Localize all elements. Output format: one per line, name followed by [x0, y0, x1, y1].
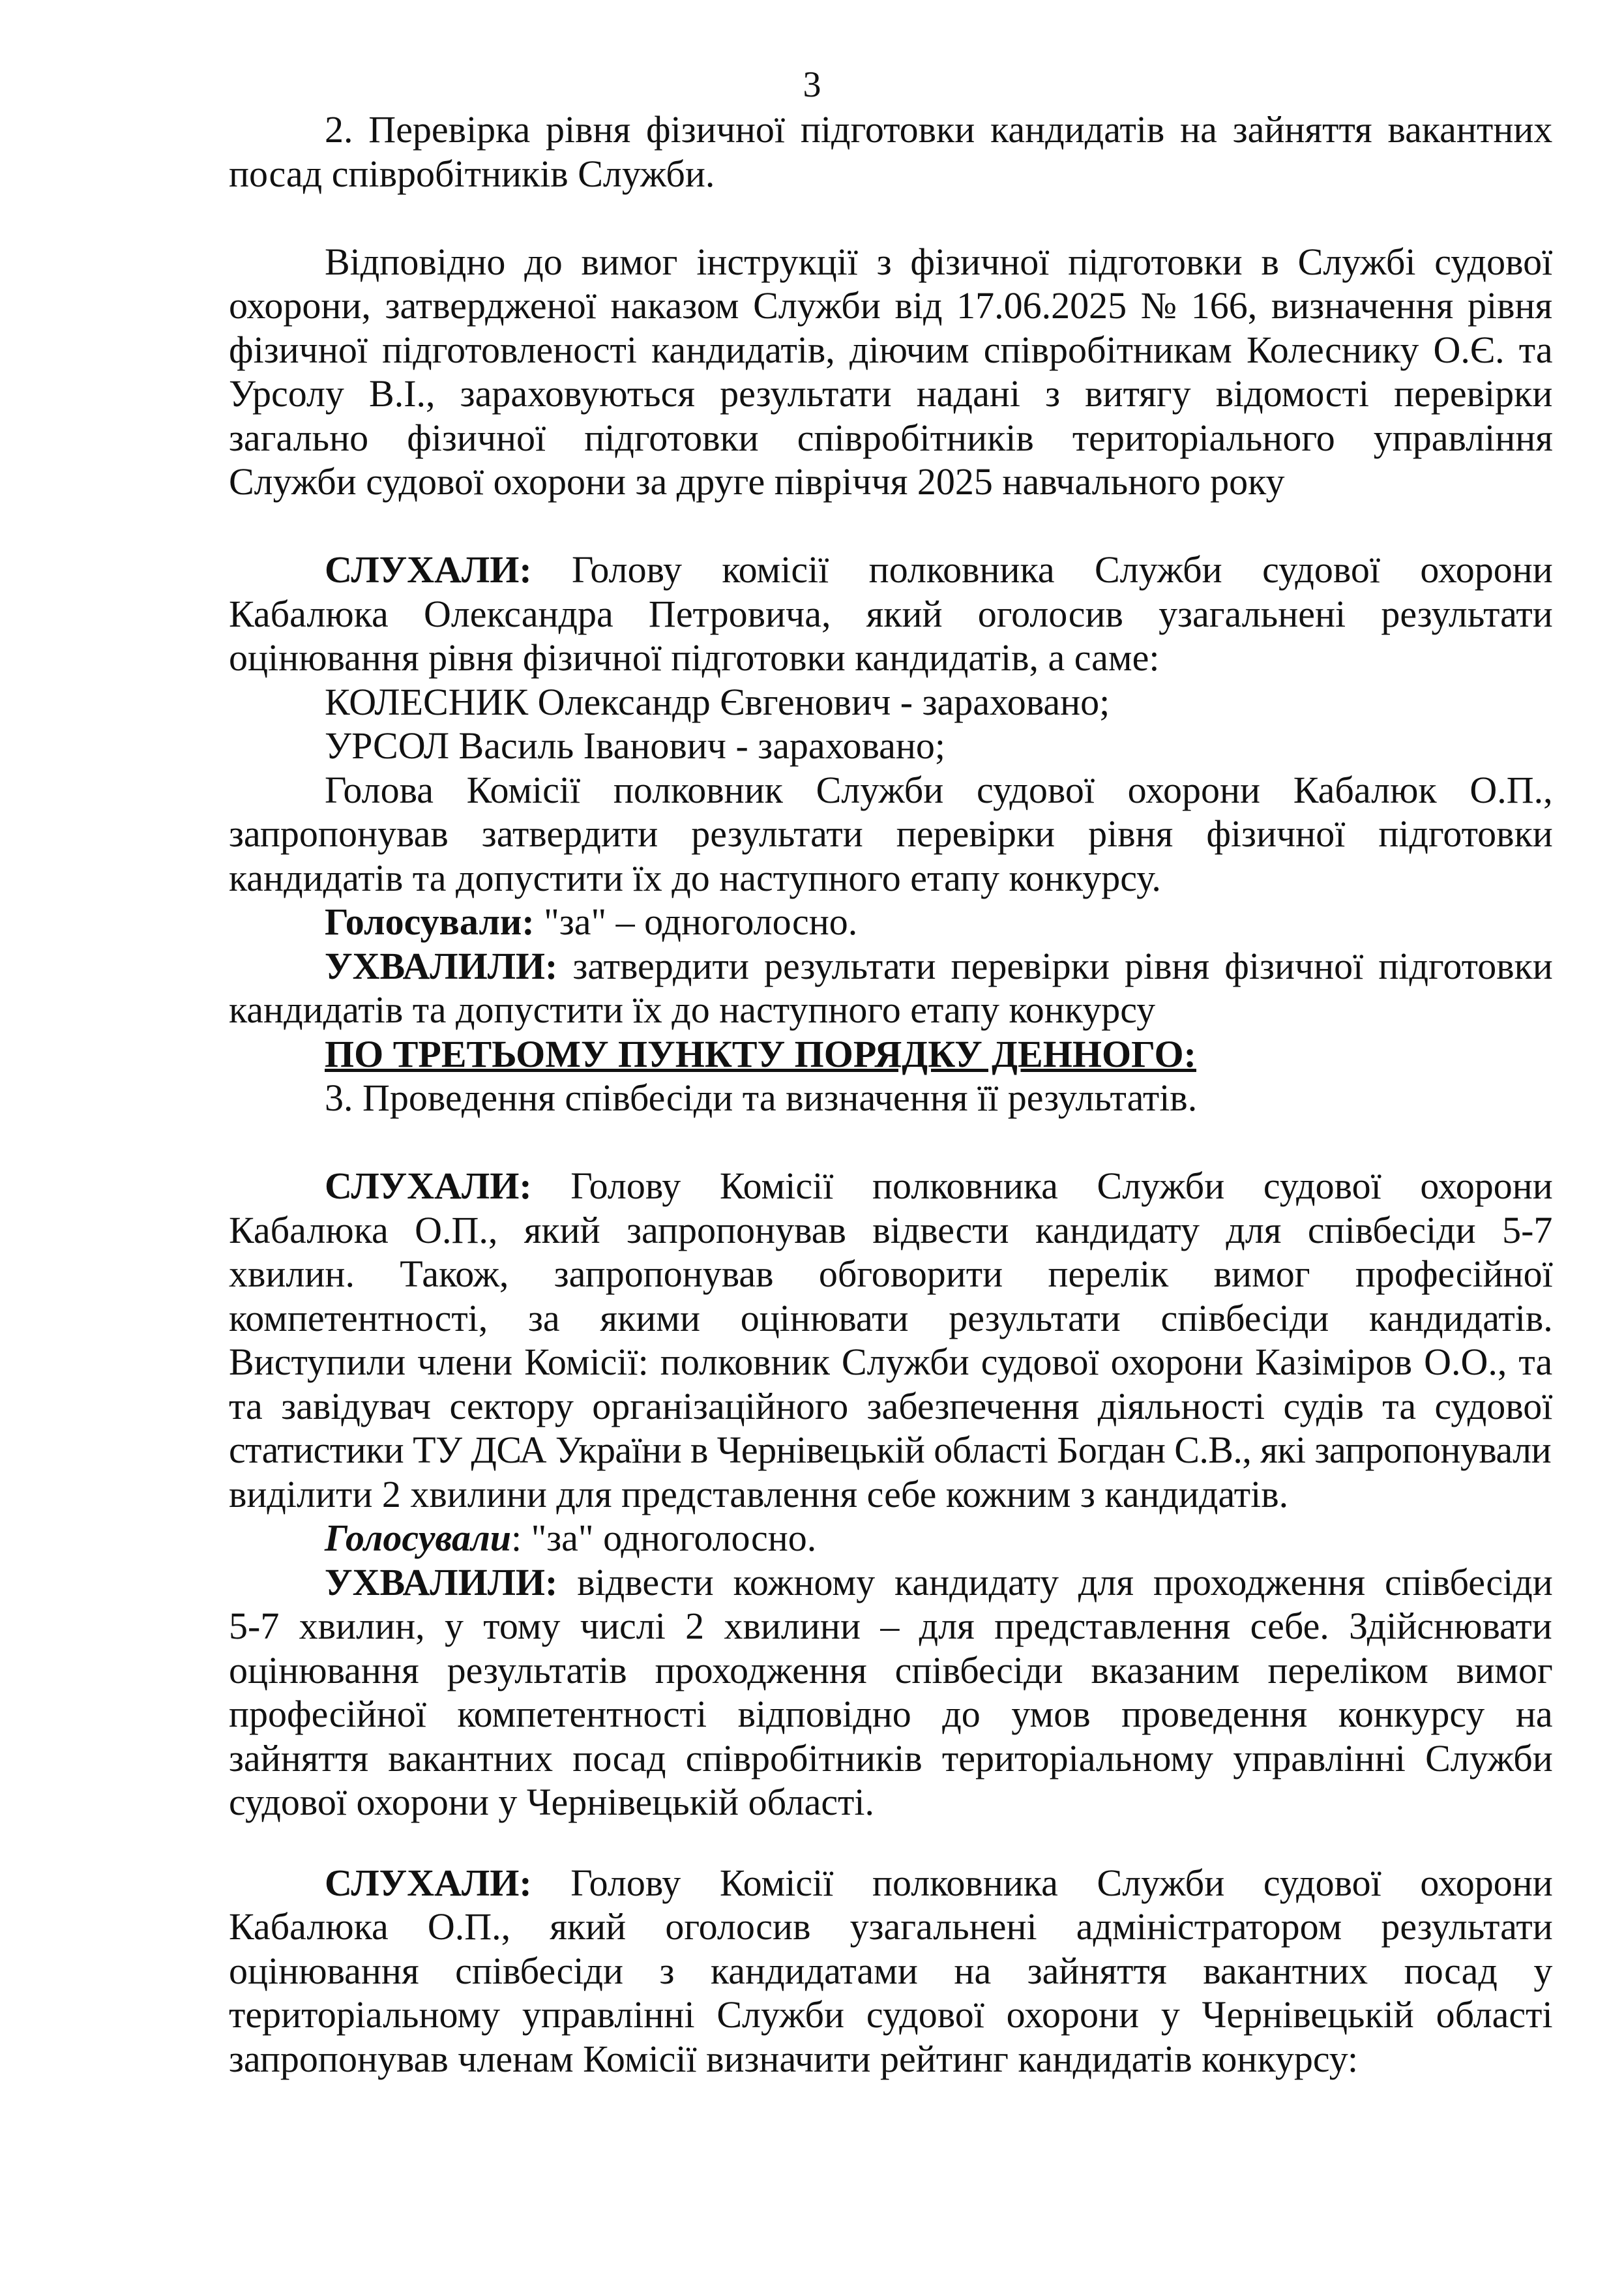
line-text: відвести кожному кандидату для проходження співбесіди — [557, 1560, 1553, 1603]
line-text: Відповідно до вимог інструкції з фізичної підготовки в Службі судової — [325, 240, 1553, 283]
line-content — [229, 1208, 1552, 1253]
text-line — [229, 152, 1554, 196]
line-text: КОЛЕСНИК Олександр Євгенович - зараховано; — [325, 680, 1110, 723]
line-content — [229, 1428, 1551, 1472]
bold-label: СЛУХАЛИ: — [325, 1165, 532, 1207]
text-line — [229, 1252, 1554, 1296]
line-content — [229, 1252, 1553, 1296]
text-line — [229, 944, 1554, 989]
blank-line — [229, 196, 1554, 240]
line-content — [229, 1949, 1552, 1993]
section-heading: ПО ТРЕТЬОМУ ПУНКТУ ПОРЯДКУ ДЕННОГО: — [325, 1032, 1196, 1075]
line-content — [229, 988, 1155, 1032]
line-text: виділити 2 хвилини для представлення себе кожним з кандидатів. — [229, 1472, 1289, 1515]
text-line — [229, 548, 1554, 592]
bold-label: СЛУХАЛИ: — [325, 548, 532, 591]
bold-label: Голосували — [325, 1517, 511, 1559]
text-line — [229, 1692, 1554, 1736]
line-text: : "за" одноголосно. — [510, 1517, 817, 1559]
text-line — [229, 592, 1554, 636]
line-content — [325, 680, 1110, 724]
text-line — [229, 328, 1554, 372]
text-line — [229, 1516, 1554, 1560]
line-content — [229, 812, 1553, 856]
text-line — [229, 1905, 1554, 1949]
line-text: територіальному управлінні Служби судової охорони у Чернівецькій області — [229, 1993, 1553, 2036]
line-content — [325, 944, 1553, 989]
line-text: Кабалюка О.П., який оголосив узагальнені адміністратором результати — [229, 1905, 1553, 1948]
line-content — [325, 1076, 1197, 1120]
line-text: "за" – одноголосно. — [534, 900, 858, 943]
text-line — [229, 1164, 1554, 1208]
line-text: Кабалюка Олександра Петровича, який оголосив узагальнені результати — [229, 592, 1553, 635]
line-content — [229, 152, 715, 196]
line-text: 2. Перевірка рівня фізичної підготовки кандидатів на зайняття вакантних — [325, 108, 1553, 151]
text-line — [229, 2037, 1554, 2081]
text-line — [229, 1340, 1554, 1384]
text-line — [229, 1861, 1554, 1905]
line-text: запропонував членам Комісії визначити рейтинг кандидатів конкурсу: — [229, 2037, 1359, 2080]
line-content — [229, 856, 1161, 900]
line-content — [325, 900, 857, 944]
text-line — [229, 1736, 1554, 1781]
line-content — [229, 460, 1284, 504]
text-line — [229, 1560, 1554, 1605]
text-line — [229, 1472, 1554, 1517]
line-text: оцінювання результатів проходження співбесіди вказаним переліком вимог — [229, 1648, 1553, 1691]
line-content — [325, 108, 1552, 152]
text-line — [229, 680, 1554, 724]
line-text: професійної компетентності відповідно до умов проведення конкурсу на — [229, 1693, 1553, 1735]
line-content — [325, 1032, 1196, 1077]
bold-label: УХВАЛИЛИ: — [325, 944, 558, 987]
text-line — [229, 856, 1554, 900]
line-text: Голову Комісії полковника Служби судової охорони — [531, 1165, 1553, 1207]
text-line — [229, 1296, 1554, 1341]
line-content — [325, 1560, 1553, 1605]
line-content — [229, 1340, 1552, 1384]
line-text: загально фізичної підготовки співробітників територіального управління — [229, 416, 1553, 459]
line-text: фізичної підготовленості кандидатів, діючим співробітникам Колеснику О.Є. та — [229, 328, 1553, 371]
line-content — [229, 372, 1552, 416]
text-line — [229, 724, 1554, 768]
text-line — [229, 1384, 1554, 1429]
line-content — [229, 1648, 1553, 1693]
line-text: оцінювання рівня фізичної підготовки кандидатів, а саме: — [229, 636, 1160, 679]
text-line — [229, 1780, 1554, 1824]
line-content — [229, 1472, 1288, 1517]
line-content — [325, 724, 945, 768]
blank-line — [229, 1120, 1554, 1165]
line-text: 5-7 хвилин, у тому числі 2 хвилини – для представлення себе. Здійснювати — [229, 1605, 1552, 1647]
line-content — [229, 284, 1552, 328]
bold-label: УХВАЛИЛИ: — [325, 1560, 558, 1603]
line-content — [229, 1736, 1553, 1781]
text-line — [229, 1993, 1554, 2037]
line-text: Урсолу В.І., зараховуються результати надані з витягу відомості перевірки — [229, 372, 1553, 415]
line-text: зайняття вакантних посад співробітників територіальному управлінні Служби — [229, 1736, 1553, 1779]
line-text: судової охорони у Чернівецькій області. — [229, 1781, 875, 1823]
line-text: посад співробітників Служби. — [229, 152, 715, 195]
text-line — [229, 284, 1554, 328]
text-line — [229, 768, 1554, 812]
line-text: Голова Комісії полковник Служби судової охорони Кабалюк О.П., — [325, 768, 1553, 811]
text-line — [229, 1428, 1554, 1472]
line-content — [229, 328, 1553, 372]
bold-label: СЛУХАЛИ: — [325, 1861, 532, 1904]
text-line — [229, 1208, 1554, 1253]
text-line — [229, 812, 1554, 856]
line-text: УРСОЛ Василь Іванович - зараховано; — [325, 724, 945, 767]
line-content — [229, 1692, 1553, 1736]
line-content — [325, 548, 1553, 592]
line-content — [325, 1164, 1553, 1208]
line-text: затвердити результати перевірки рівня фізичної підготовки — [557, 944, 1553, 987]
line-text: статистики ТУ ДСА України в Чернівецькій області Богдан С.В., які запропонували — [229, 1429, 1552, 1471]
text-line — [229, 240, 1554, 284]
line-text: Виступили члени Комісії: полковник Служби судової охорони Казіміров О.О., та — [229, 1341, 1553, 1383]
line-text: Голову Комісії полковника Служби судової охорони — [531, 1861, 1553, 1904]
text-line — [229, 1648, 1554, 1693]
line-text: оцінювання співбесіди з кандидатами на зайняття вакантних посад у — [229, 1949, 1553, 1992]
line-content — [229, 416, 1553, 460]
line-content — [229, 636, 1160, 680]
text-line — [229, 460, 1554, 504]
line-content — [325, 1861, 1553, 1905]
text-line — [229, 1076, 1554, 1120]
page-number: 3 — [803, 65, 821, 105]
line-content — [229, 1604, 1552, 1648]
line-content — [325, 1516, 816, 1560]
text-line — [229, 372, 1554, 416]
blank-line — [229, 504, 1554, 548]
line-content — [229, 1296, 1553, 1341]
text-line — [229, 1032, 1554, 1077]
line-content — [229, 1905, 1553, 1949]
line-text: Кабалюка О.П., який запропонував відвести кандидату для співбесіди 5-7 — [229, 1208, 1553, 1251]
line-text: компетентності, за якими оцінювати результати співбесіди кандидатів. — [229, 1296, 1553, 1339]
line-text: Служби судової охорони за друге півріччя 2025 навчального року — [229, 460, 1285, 503]
line-text: кандидатів та допустити їх до наступного етапу конкурсу. — [229, 856, 1161, 899]
text-line — [229, 1604, 1554, 1648]
line-text: Голову комісії полковника Служби судової охорони — [531, 548, 1553, 591]
line-text: запропонував затвердити результати перевірки рівня фізичної підготовки — [229, 812, 1553, 855]
line-content — [229, 1384, 1552, 1429]
text-line — [229, 108, 1554, 152]
line-content — [229, 2037, 1358, 2081]
text-line — [229, 988, 1554, 1032]
line-text: хвилин. Також, запропонував обговорити перелік вимог професійної — [229, 1253, 1553, 1295]
line-content — [325, 240, 1552, 284]
line-text: охорони, затвердженої наказом Служби від 17.06.2025 № 166, визначення рівня — [229, 284, 1553, 327]
document-body — [229, 108, 1554, 2081]
line-content — [229, 1993, 1553, 2037]
line-content — [229, 1780, 874, 1824]
blank-line — [229, 1824, 1554, 1861]
bold-label: Голосували: — [325, 900, 535, 943]
line-text: 3. Проведення співбесіди та визначення її результатів. — [325, 1077, 1198, 1119]
text-line — [229, 900, 1554, 944]
line-content — [325, 768, 1553, 812]
line-text: та завідувач сектору організаційного забезпечення діяльності судів та судової — [229, 1384, 1553, 1427]
line-text: кандидатів та допустити їх до наступного етапу конкурсу — [229, 989, 1156, 1031]
text-line — [229, 416, 1554, 460]
text-line — [229, 636, 1554, 680]
line-content — [229, 592, 1553, 636]
text-line — [229, 1949, 1554, 1993]
